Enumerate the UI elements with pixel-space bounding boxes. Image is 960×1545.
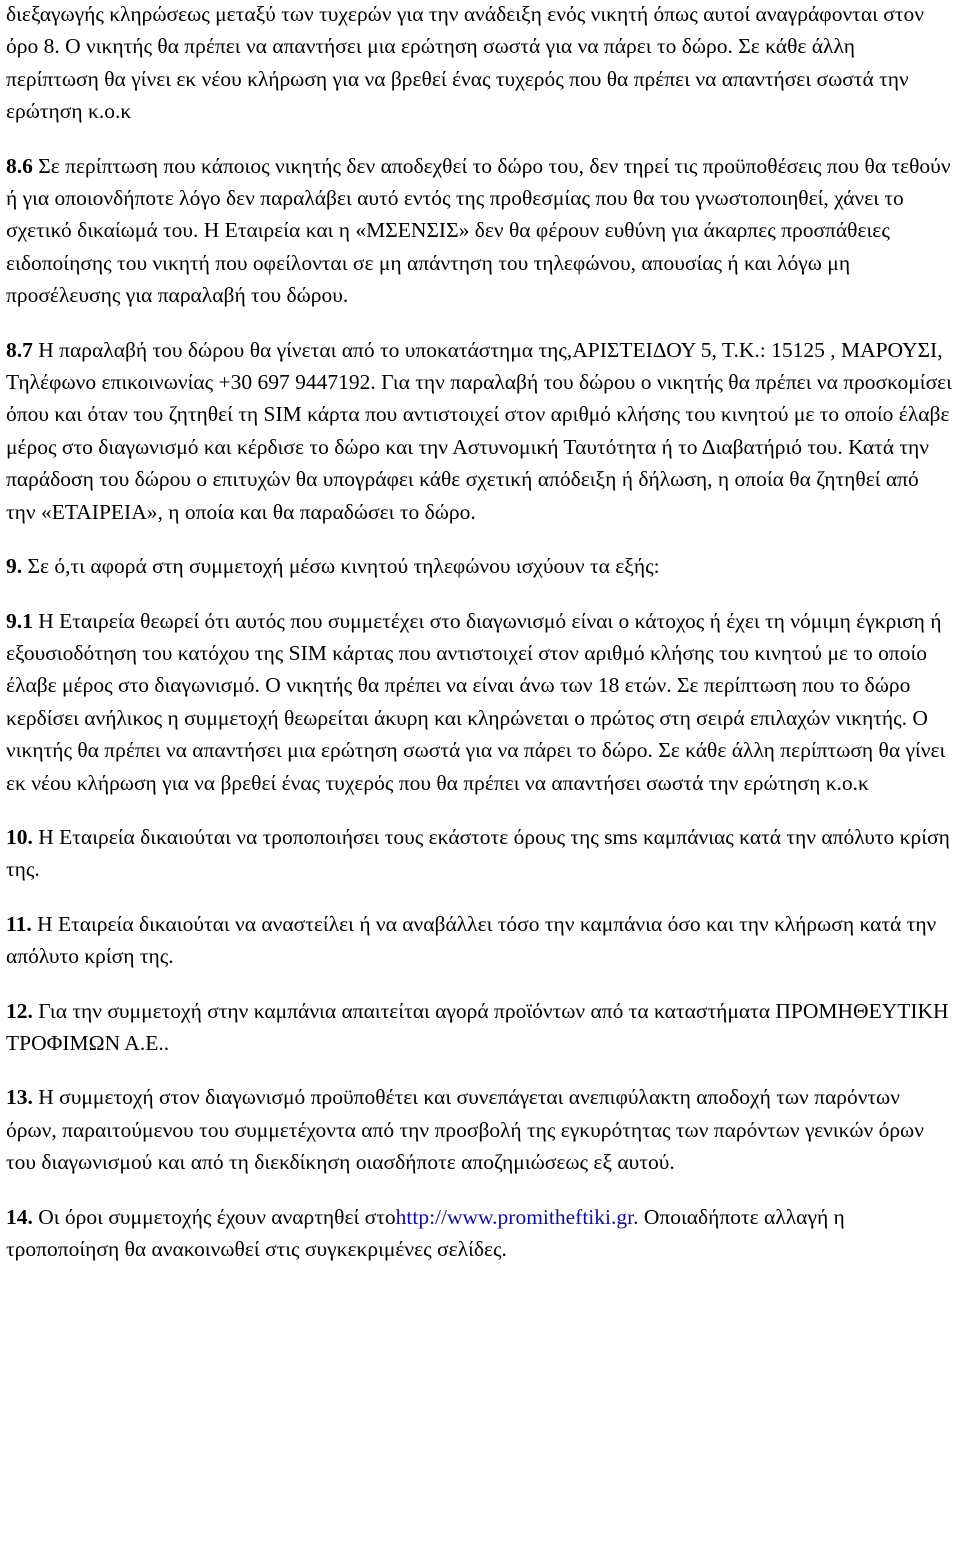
paragraph-text: Η παραλαβή του δώρου θα γίνεται από το υποκατάστημα της,ΑΡΙΣΤΕΙΔΟΥ 5, Τ.Κ.: 15125 , ΜΑΡΟΥΣΙ, Τηλέφωνο επικοινωνίας +30 697 9447192. Για την παραλαβή του δώρου ο νικητής θα πρέπει να προσκομίσει όπου και όταν του ζητηθεί τη SIM κάρτα που αντιστοιχεί στον αριθμό κλήσης του κινητού με το οποίο έλαβε μέρος στο διαγωνισμό και κέρδισε το δώρο και την Αστυνομική Ταυτότητα ή το Διαβατήριό του. Κατά την παράδοση του δώρου ο επιτυχών θα υπογράφει κάθε σχετική απόδειξη ή δήλωση, η οποία θα ζητηθεί από την «ΕΤΑΙΡΕΙΑ», η οποία και θα παραδώσει το δώρο. bbox=[6, 337, 952, 524]
clause-number: 12. bbox=[6, 998, 33, 1023]
paragraph-8-7 bbox=[6, 334, 952, 528]
clause-number: 11. bbox=[6, 911, 32, 936]
paragraph-9 bbox=[6, 550, 952, 582]
paragraph-8-6 bbox=[6, 150, 952, 312]
paragraph-text: Για την συμμετοχή στην καμπάνια απαιτείται αγορά προϊόντων από τα καταστήματα ΠΡΟΜΗΘΕΥΤΙΚΗ ΤΡΟΦΙΜΩΝ Α.Ε.. bbox=[6, 998, 949, 1055]
paragraph-text: Η Εταιρεία θεωρεί ότι αυτός που συμμετέχει στο διαγωνισμό είναι ο κάτοχος ή έχει τη νόμιμη έγκριση ή εξουσιοδότηση του κατόχου της SIM κάρτας που αντιστοιχεί στον αριθμό κλήσης του κινητού με το οποίο έλαβε μέρος στο διαγωνισμό. Ο νικητής θα πρέπει να είναι άνω των 18 ετών. Σε περίπτωση που το δώρο κερδίσει ανήλικος η συμμετοχή θεωρείται άκυρη και κληρώνεται ο πρώτος στη σειρά επιλαχών νικητής. Ο νικητής θα πρέπει να απαντήσει μια ερώτηση σωστά για να πάρει το δώρο. Σε κάθε άλλη περίπτωση θα γίνει εκ νέου κλήρωση για να βρεθεί ένας τυχερός που θα πρέπει να απαντήσει σωστά την ερώτηση κ.ο.κ bbox=[6, 608, 946, 795]
clause-number: 13. bbox=[6, 1085, 33, 1110]
paragraph-text: διεξαγωγής κληρώσεως μεταξύ των τυχερών για την ανάδειξη ενός νικητή όπως αυτοί αναγράφονται στον όρο 8. Ο νικητής θα πρέπει να απαντήσει μια ερώτηση σωστά για να πάρει το δώρο. Σε κάθε άλλη περίπτωση θα γίνει εκ νέου κλήρωση για να βρεθεί ένας τυχερός που θα πρέπει να απαντήσει σωστά την ερώτηση κ.ο.κ bbox=[6, 2, 924, 124]
paragraph-text-after-link: . Οποιαδήποτε αλλαγή η τροποποίηση θα ανακοινωθεί στις συγκεκριμένες σελίδες. bbox=[6, 1204, 845, 1261]
paragraph-text: Οι όροι συμμετοχής έχουν αναρτηθεί στο bbox=[32, 1204, 396, 1229]
paragraph-14 bbox=[6, 1201, 952, 1266]
clause-number: 8.6 bbox=[6, 153, 33, 178]
paragraph-text: Η συμμετοχή στον διαγωνισμό προϋποθέτει και συνεπάγεται ανεπιφύλακτη αποδοχή των παρόντων όρων, παραιτούμενου του συμμετέχοντα από την προσβολή της εγκυρότητας των παρόντων γενικών όρων του διαγωνισμού και από τη διεκδίκηση οιασδήποτε αποζημιώσεως εξ αυτού. bbox=[6, 1085, 924, 1175]
clause-number: 9.1 bbox=[6, 608, 33, 633]
paragraph-13 bbox=[6, 1081, 952, 1178]
paragraph-text: Σε ό,τι αφορά στη συμμετοχή μέσω κινητού τηλεφώνου ισχύουν τα εξής: bbox=[22, 554, 660, 579]
paragraph-text: Η Εταιρεία δικαιούται να αναστείλει ή να αναβάλλει τόσο την καμπάνια όσο και την κλήρωση κατά την απόλυτο κρίση της. bbox=[6, 911, 937, 969]
paragraph-11 bbox=[6, 908, 952, 973]
clause-number: 14. bbox=[6, 1204, 33, 1229]
paragraph-10 bbox=[6, 821, 952, 886]
paragraph-9-1 bbox=[6, 605, 952, 799]
clause-number: 10. bbox=[6, 824, 33, 849]
paragraph-continuation bbox=[6, 0, 952, 128]
clause-number: 9. bbox=[6, 554, 23, 579]
paragraph-text: Σε περίπτωση που κάποιος νικητής δεν αποδεχθεί το δώρο του, δεν τηρεί τις προϋποθέσεις που θα τεθούν ή για οποιονδήποτε λόγο δεν παραλάβει αυτό εντός της προθεσμίας που θα του γνωστοποιηθεί, χάνει το σχετικό δικαίωμά του. Η Εταιρεία και η «ΜΣΕΝΣΙΣ» δεν θα φέρουν ευθύνη για άκαρπες προσπάθειες ειδοποίησης του νικητή που οφείλονται σε μη απάντηση του τηλεφώνου, απουσίας ή και λόγω μη προσέλευσης για παραλαβή του δώρου. bbox=[6, 153, 951, 308]
terms-website-link[interactable]: http://www.promitheftiki.gr bbox=[395, 1204, 634, 1229]
clause-number: 8.7 bbox=[6, 337, 33, 362]
paragraph-text: Η Εταιρεία δικαιούται να τροποποιήσει τους εκάστοτε όρους της sms καμπάνιας κατά την απόλυτο κρίση της. bbox=[6, 824, 950, 882]
paragraph-12 bbox=[6, 995, 952, 1060]
